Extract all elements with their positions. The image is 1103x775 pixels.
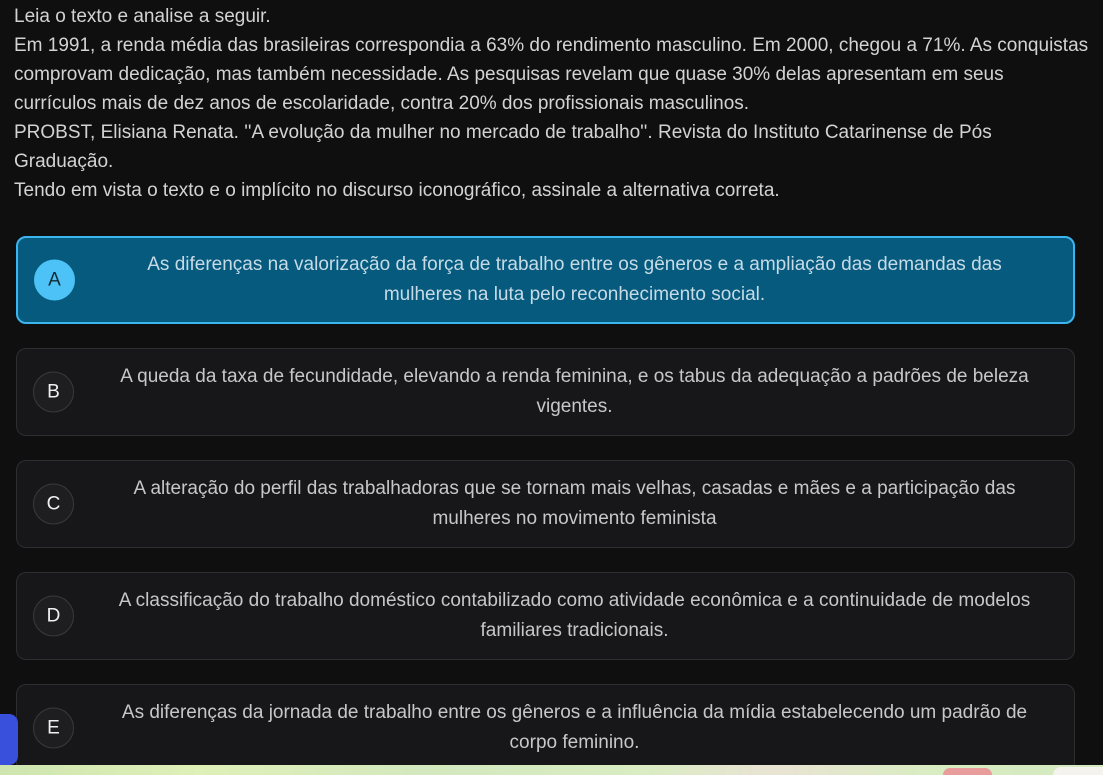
answer-options-list bbox=[16, 236, 1089, 772]
bottom-partial-button-pink[interactable] bbox=[943, 768, 992, 775]
question-intro: Leia o texto e analise a seguir. bbox=[14, 6, 271, 27]
answer-option-a[interactable] bbox=[16, 236, 1075, 324]
option-letter-badge-a: A bbox=[34, 260, 75, 301]
option-text-e: As diferenças da jornada de trabalho entre os gêneros e a influência da mídia estabelecendo um padrão de corpo feminino. bbox=[121, 702, 1028, 753]
option-letter-badge-d: D bbox=[33, 596, 74, 637]
answer-option-b[interactable] bbox=[16, 348, 1075, 436]
question-source-citation: PROBST, Elisiana Renata. ''A evolução da mulher no mercado de trabalho''. Revista do Instituto Catarinense de Pós Graduação. bbox=[14, 122, 992, 172]
bottom-edge-bar bbox=[0, 765, 1103, 775]
option-text-b: A queda da taxa de fecundidade, elevando a renda feminina, e os tabus da adequação a padrões de beleza vigentes. bbox=[120, 366, 1029, 417]
option-letter-badge-e: E bbox=[33, 708, 74, 749]
left-edge-partial-button[interactable] bbox=[0, 714, 18, 765]
option-text-d: A classificação do trabalho doméstico contabilizado como atividade econômica e a continuidade de modelos familiares tradicionais. bbox=[118, 590, 1031, 641]
question-body: Em 1991, a renda média das brasileiras correspondia a 63% do rendimento masculino. Em 2000, chegou a 71%. As conquistas comprovam dedicação, mas também necessidade. As pesquisas revelam que quase 30% delas apresentam em seus currículos mais de dez anos de escolaridade, contra 20% dos profissionais masculinos. bbox=[14, 35, 1089, 114]
question-prompt: Tendo em vista o texto e o implícito no discurso iconográfico, assinale a alternativa correta. bbox=[14, 180, 780, 201]
option-text-a: As diferenças na valorização da força de trabalho entre os gêneros e a ampliação das demandas das mulheres na luta pelo reconhecimento social. bbox=[147, 254, 1002, 305]
answer-option-e[interactable] bbox=[16, 684, 1075, 772]
option-text-c: A alteração do perfil das trabalhadoras que se tornam mais velhas, casadas e mães e a participação das mulheres no movimento feminista bbox=[133, 478, 1016, 529]
answer-option-d[interactable] bbox=[16, 572, 1075, 660]
option-letter-badge-b: B bbox=[33, 372, 74, 413]
question-block bbox=[0, 0, 1103, 205]
bottom-partial-button-white[interactable] bbox=[1053, 767, 1103, 775]
answer-option-c[interactable] bbox=[16, 460, 1075, 548]
option-letter-badge-c: C bbox=[33, 484, 74, 525]
